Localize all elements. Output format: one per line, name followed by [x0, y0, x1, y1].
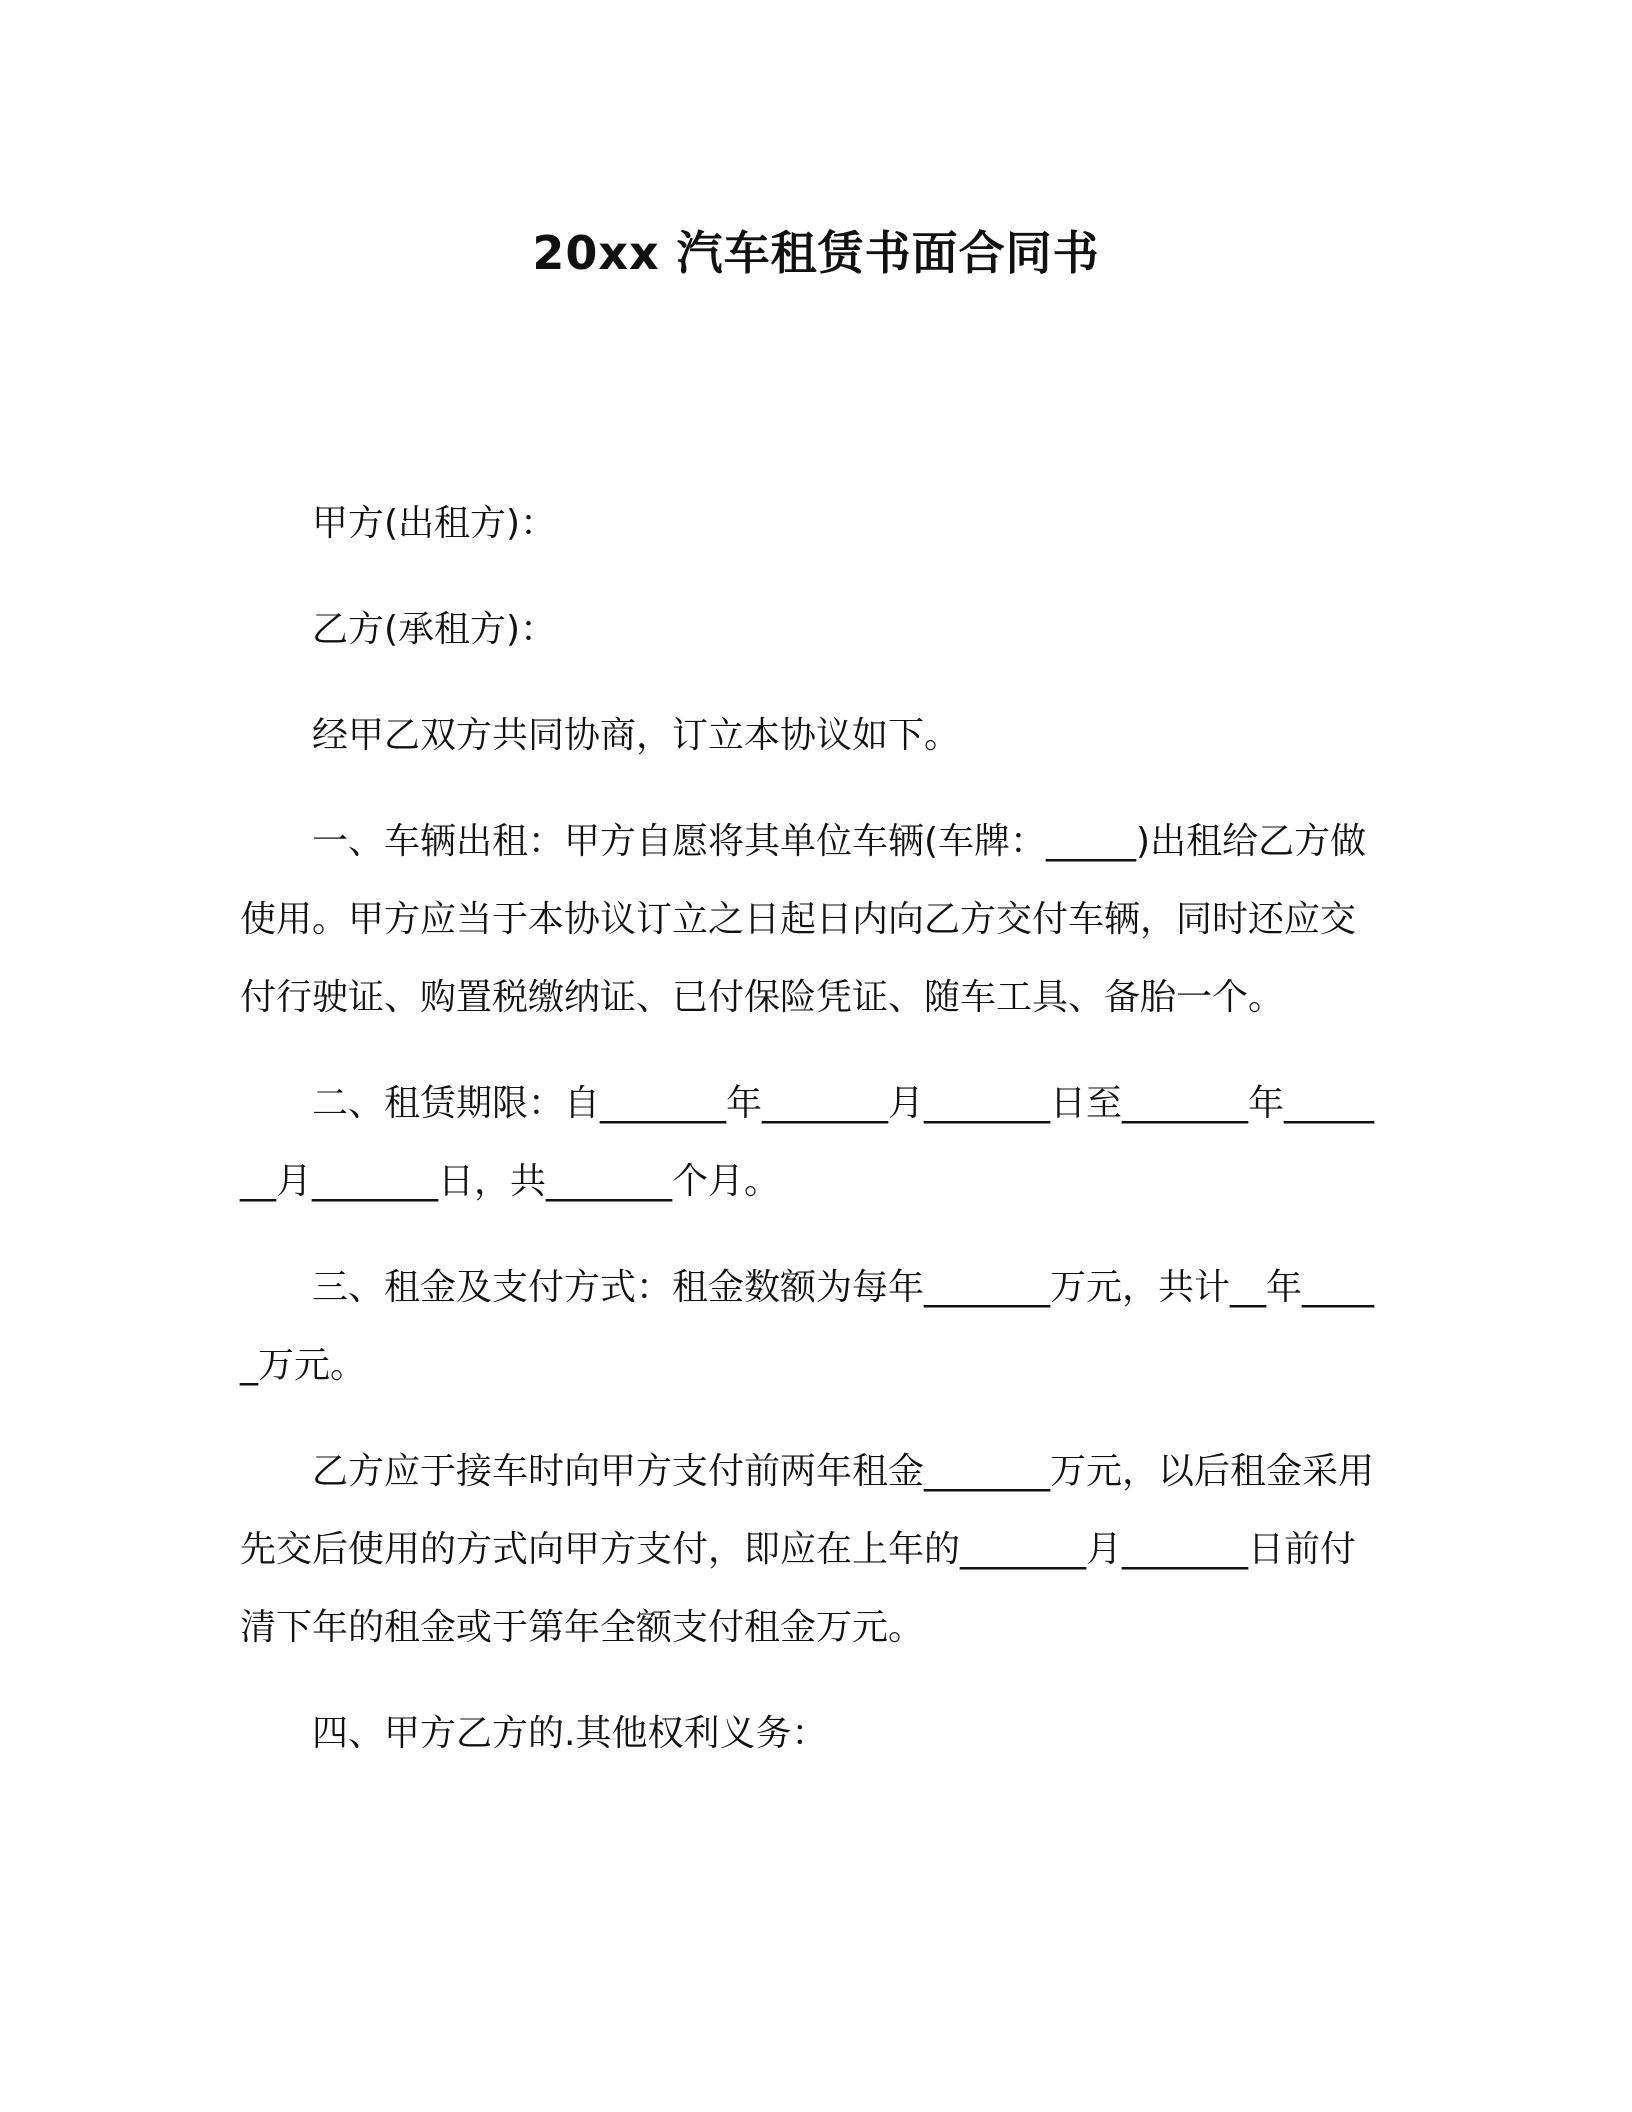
- document-title: 20xx 汽车租赁书面合同书: [532, 226, 1100, 280]
- clause-1-vehicle-rental: 一、车辆出租：甲方自愿将其单位车辆(车牌：_____)出租给乙方做使用。甲方应当于本协议订立之日起日内向乙方交付车辆，同时还应交付行驶证、购置税缴纳证、已付保险凭证、随车工具、备胎一个。: [240, 821, 1367, 1018]
- payment-details: 乙方应于接车时向甲方支付前两年租金_______万元，以后租金采用先交后使用的方式向甲方支付，即应在上年的_______月_______日前付清下年的租金或于第年全额支付租金万元。: [240, 1451, 1375, 1648]
- clause-2-lease-term: 二、租赁期限：自_______年_______月_______日至_______年_______月_______日，共_______个月。: [240, 1083, 1375, 1202]
- party-a-line: 甲方(出租方)：: [312, 503, 557, 544]
- document-body: [240, 485, 1375, 1801]
- agreement-intro: 经甲乙双方共同协商，订立本协议如下。: [312, 715, 961, 756]
- clause-4-other-rights: 四、甲方乙方的.其他权利义务：: [312, 1713, 828, 1754]
- clause-3-rent-payment: 三、租金及支付方式：租金数额为每年_______万元，共计__年_____万元。: [240, 1267, 1375, 1386]
- party-b-line: 乙方(承租方)：: [312, 609, 557, 650]
